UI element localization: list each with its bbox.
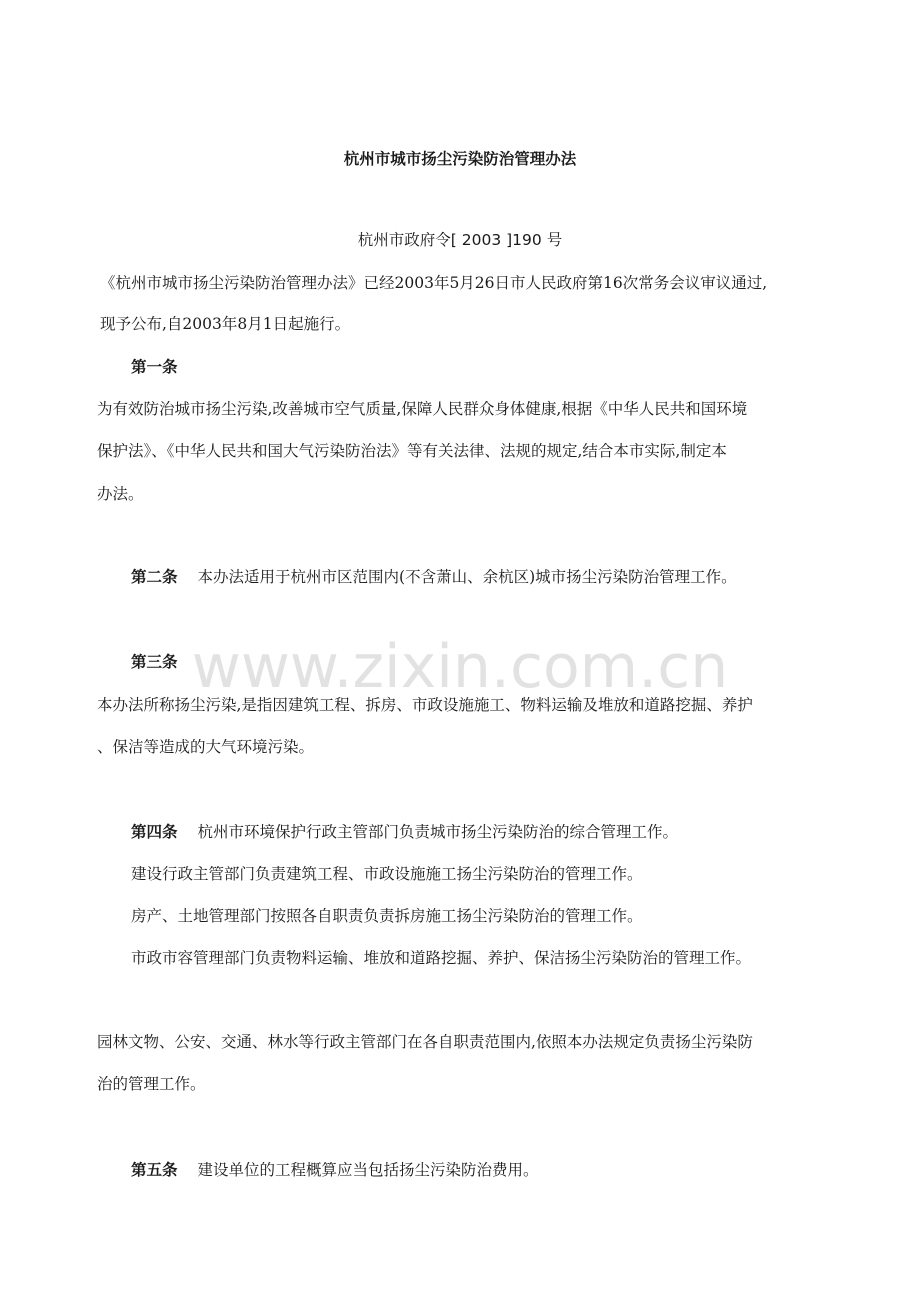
intro-line: 《杭州市城市扬尘污染防治管理办法》已经2003年5月26日市人民政府第16次常务会议审议通过, bbox=[100, 274, 768, 292]
article-2-heading: 第二条 bbox=[131, 568, 178, 586]
article-4-paragraph: 市政市容管理部门负责物料运输、堆放和道路挖掘、养护、保洁扬尘污染防治的管理工作。 bbox=[131, 949, 752, 967]
article-1-line: 办法。 bbox=[97, 485, 144, 503]
article-2 bbox=[131, 567, 737, 587]
article-3-heading: 第三条 bbox=[131, 653, 178, 671]
article-3-line: 本办法所称扬尘污染,是指因建筑工程、拆房、市政设施施工、物料运输及堆放和道路挖掘、养护 bbox=[97, 696, 753, 714]
decree-number: 杭州市政府令[ 2003 ]190 号 bbox=[357, 231, 563, 249]
article-4-text: 杭州市环境保护行政主管部门负责城市扬尘污染防治的综合管理工作。 bbox=[197, 823, 679, 841]
article-5-text: 建设单位的工程概算应当包括扬尘污染防治费用。 bbox=[197, 1161, 539, 1179]
article-1-line: 保护法》、《中华人民共和国大气污染防治法》等有关法律、法规的规定,结合本市实际,制定本 bbox=[97, 442, 727, 460]
article-1-line: 为有效防治城市扬尘污染,改善城市空气质量,保障人民群众身体健康,根据《中华人民共和国环境 bbox=[97, 400, 748, 418]
article-4 bbox=[131, 822, 678, 842]
article-4-extra-line: 治的管理工作。 bbox=[97, 1075, 206, 1093]
article-3-line: 、保洁等造成的大气环境污染。 bbox=[97, 738, 315, 756]
article-4-paragraph: 房产、土地管理部门按照各自职责负责拆房施工扬尘污染防治的管理工作。 bbox=[131, 907, 643, 925]
article-4-extra-line: 园林文物、公安、交通、林水等行政主管部门在各自职责范围内,依照本办法规定负责扬尘污染防 bbox=[97, 1033, 753, 1051]
article-2-text: 本办法适用于杭州市区范围内(不含萧山、余杭区)城市扬尘污染防治管理工作。 bbox=[197, 568, 737, 586]
article-4-heading: 第四条 bbox=[131, 823, 178, 841]
article-5 bbox=[131, 1160, 539, 1180]
document-title: 杭州市城市扬尘污染防治管理办法 bbox=[343, 150, 577, 168]
intro-line: 现予公布,自2003年8月1日起施行。 bbox=[100, 315, 351, 333]
watermark: www.zixin.com.cn bbox=[191, 632, 729, 702]
article-5-heading: 第五条 bbox=[131, 1161, 178, 1179]
article-1-heading: 第一条 bbox=[131, 358, 178, 376]
article-4-paragraph: 建设行政主管部门负责建筑工程、市政设施施工扬尘污染防治的管理工作。 bbox=[131, 865, 643, 883]
